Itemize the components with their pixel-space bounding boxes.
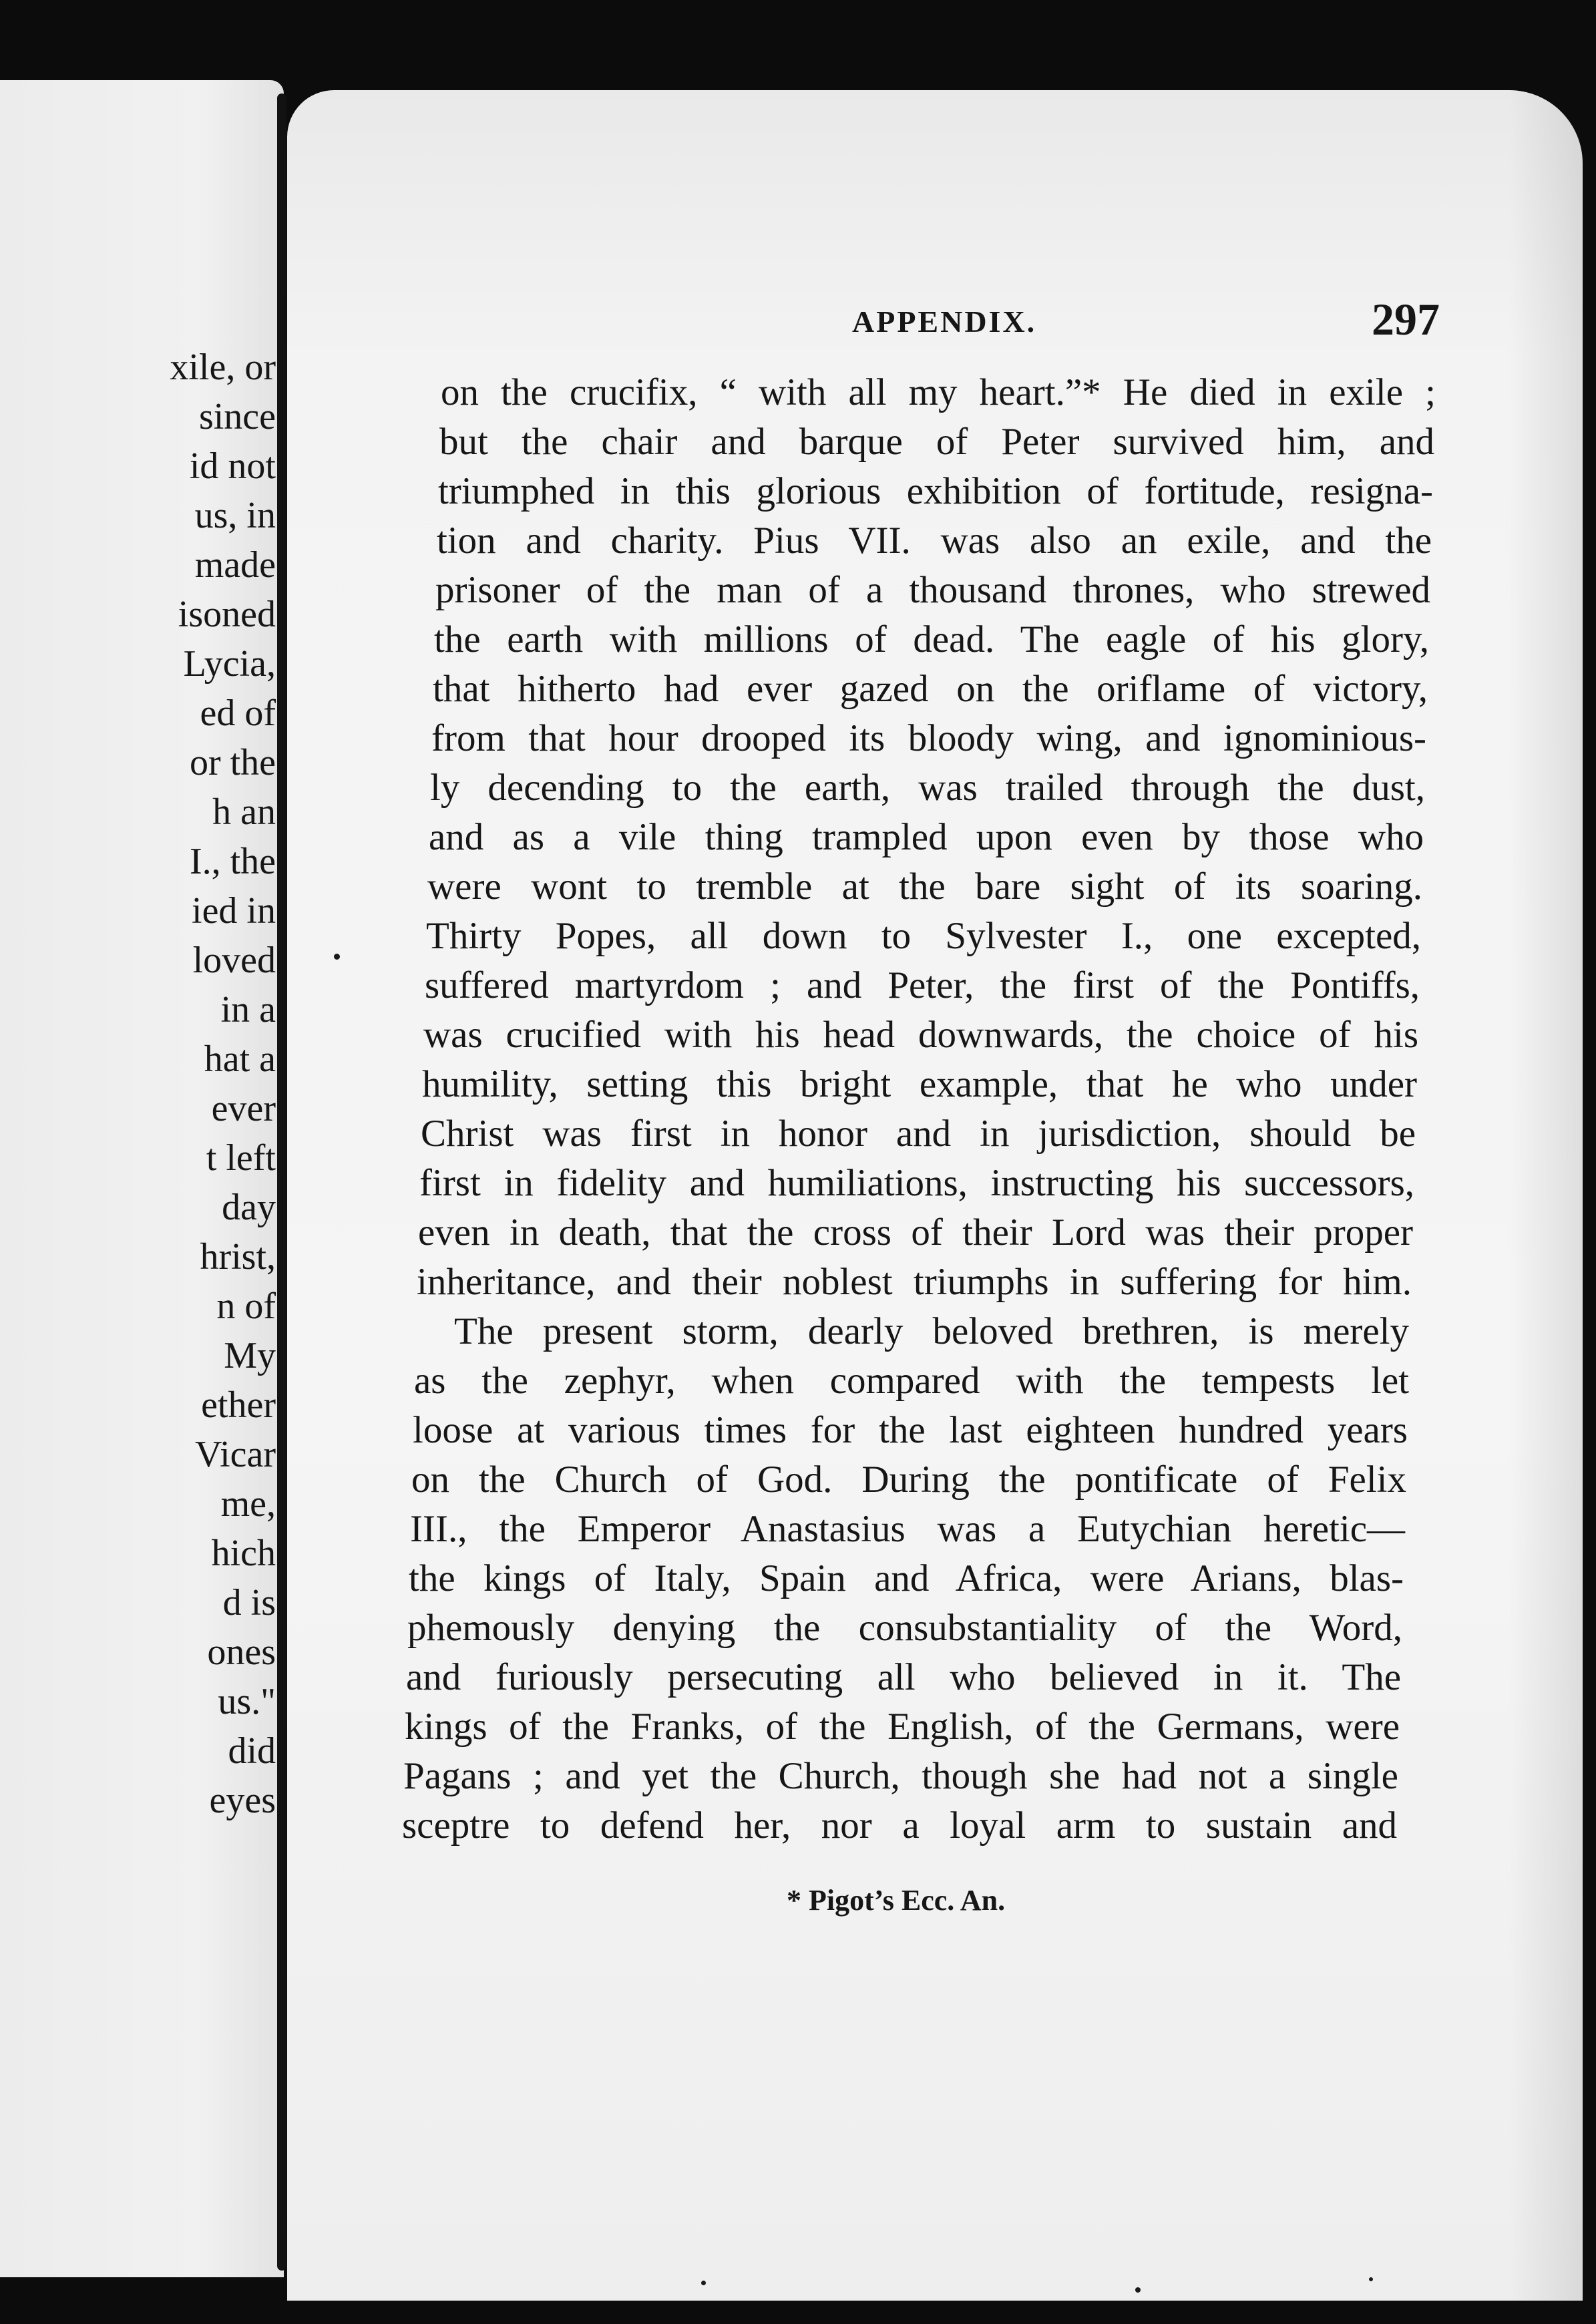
text-line: ly decending to the earth, was trailed through the dust, — [430, 767, 1425, 809]
left-line-fragment: made — [194, 544, 276, 586]
left-line-fragment: Lycia, — [183, 643, 276, 685]
scan-speck — [334, 954, 340, 960]
scan-speck — [701, 2281, 706, 2285]
left-line-fragment: My — [224, 1335, 276, 1376]
text-line: loose at various times for the last eighteen hundred years — [413, 1409, 1408, 1451]
left-line-fragment: hich — [211, 1533, 276, 1574]
text-line: III., the Emperor Anastasius was a Eutychian heretic— — [410, 1508, 1405, 1550]
running-head-title: APPENDIX. — [852, 305, 1037, 339]
left-line-fragment: ones — [207, 1631, 276, 1673]
left-line-fragment: d is — [222, 1582, 276, 1623]
left-line-fragment: us." — [218, 1681, 276, 1722]
text-line: phemously denying the consubstantiality of the Word, — [407, 1607, 1402, 1649]
scan-speck — [1135, 2287, 1141, 2293]
right-page — [287, 90, 1583, 2301]
text-line: and as a vile thing trampled upon even by those who — [429, 816, 1424, 858]
text-line: that hitherto had ever gazed on the oriflame of victory, — [433, 668, 1428, 710]
text-line-paragraph-start: The present storm, dearly beloved brethren, is merely — [454, 1310, 1409, 1352]
left-line-fragment: loved — [192, 940, 276, 981]
text-line: sceptre to defend her, nor a loyal arm to sustain and — [402, 1804, 1397, 1847]
left-line-fragment: h an — [212, 791, 276, 833]
page-number: 297 — [1372, 294, 1440, 345]
left-line-fragment: n of — [216, 1286, 276, 1327]
text-line: even in death, that the cross of their Lord was their proper — [418, 1211, 1413, 1253]
text-line: suffered martyrdom ; and Peter, the first of the Pontiffs, — [425, 964, 1420, 1006]
text-line: the kings of Italy, Spain and Africa, were Arians, blas- — [409, 1557, 1404, 1599]
text-line: from that hour drooped its bloody wing, and ignominious- — [431, 717, 1426, 759]
left-line-fragment: isoned — [178, 594, 276, 635]
left-line-fragment: day — [222, 1187, 276, 1228]
left-line-fragment: ied in — [192, 890, 276, 932]
text-line: inheritance, and their noblest triumphs in suffering for him. — [417, 1261, 1412, 1303]
text-line: the earth with millions of dead. The eagle of his glory, — [434, 618, 1429, 660]
left-line-fragment: in a — [220, 989, 276, 1030]
left-line-fragment: I., the — [189, 841, 276, 882]
left-line-fragment: since — [198, 396, 276, 437]
text-line: was crucified with his head downwards, the choice of his — [423, 1014, 1418, 1056]
text-line: as the zephyr, when compared with the tempests let — [414, 1360, 1409, 1402]
left-line-fragment: t left — [206, 1137, 276, 1179]
scan-speck — [1369, 2277, 1373, 2281]
binding-gutter — [277, 93, 286, 2271]
left-line-fragment: ever — [211, 1088, 276, 1129]
left-line-fragment: did — [228, 1730, 276, 1772]
footnote: * Pigot’s Ecc. An. — [787, 1884, 1006, 1917]
text-line: humility, setting this bright example, that he who under — [422, 1063, 1417, 1105]
text-line: Thirty Popes, all down to Sylvester I., one excepted, — [426, 915, 1421, 957]
text-line: prisoner of the man of a thousand thrones, who strewed — [435, 569, 1430, 611]
left-line-fragment: hrist, — [200, 1236, 276, 1278]
text-line: tion and charity. Pius VII. was also an exile, and the — [437, 520, 1432, 562]
left-line-fragment: me, — [220, 1483, 276, 1525]
left-line-fragment: us, in — [194, 495, 276, 536]
left-line-fragment: eyes — [209, 1780, 276, 1821]
text-line: Pagans ; and yet the Church, though she had not a single — [403, 1755, 1398, 1797]
left-line-fragment: or the — [189, 742, 276, 783]
left-line-fragment: hat a — [204, 1038, 276, 1080]
text-line: kings of the Franks, of the English, of the Germans, were — [405, 1706, 1400, 1748]
left-line-fragment: ether — [201, 1384, 276, 1426]
left-line-fragment: Vicar — [195, 1434, 276, 1475]
left-line-fragment: xile, or — [170, 347, 276, 388]
text-line: and furiously persecuting all who believed in it. The — [406, 1656, 1401, 1698]
text-line: first in fidelity and humiliations, instructing his successors, — [419, 1162, 1414, 1204]
text-line: Christ was first in honor and in jurisdiction, should be — [421, 1113, 1416, 1155]
text-line: on the Church of God. During the pontificate of Felix — [411, 1459, 1406, 1501]
text-line: on the crucifix, “ with all my heart.”* He died in exile ; — [441, 371, 1436, 413]
left-facing-page — [0, 80, 284, 2277]
text-line: triumphed in this glorious exhibition of fortitude, resigna- — [438, 470, 1433, 512]
text-line: but the chair and barque of Peter survived him, and — [439, 421, 1434, 463]
left-line-fragment: ed of — [200, 693, 276, 734]
left-line-fragment: id not — [189, 445, 276, 487]
text-line: were wont to tremble at the bare sight of its soaring. — [427, 865, 1422, 908]
